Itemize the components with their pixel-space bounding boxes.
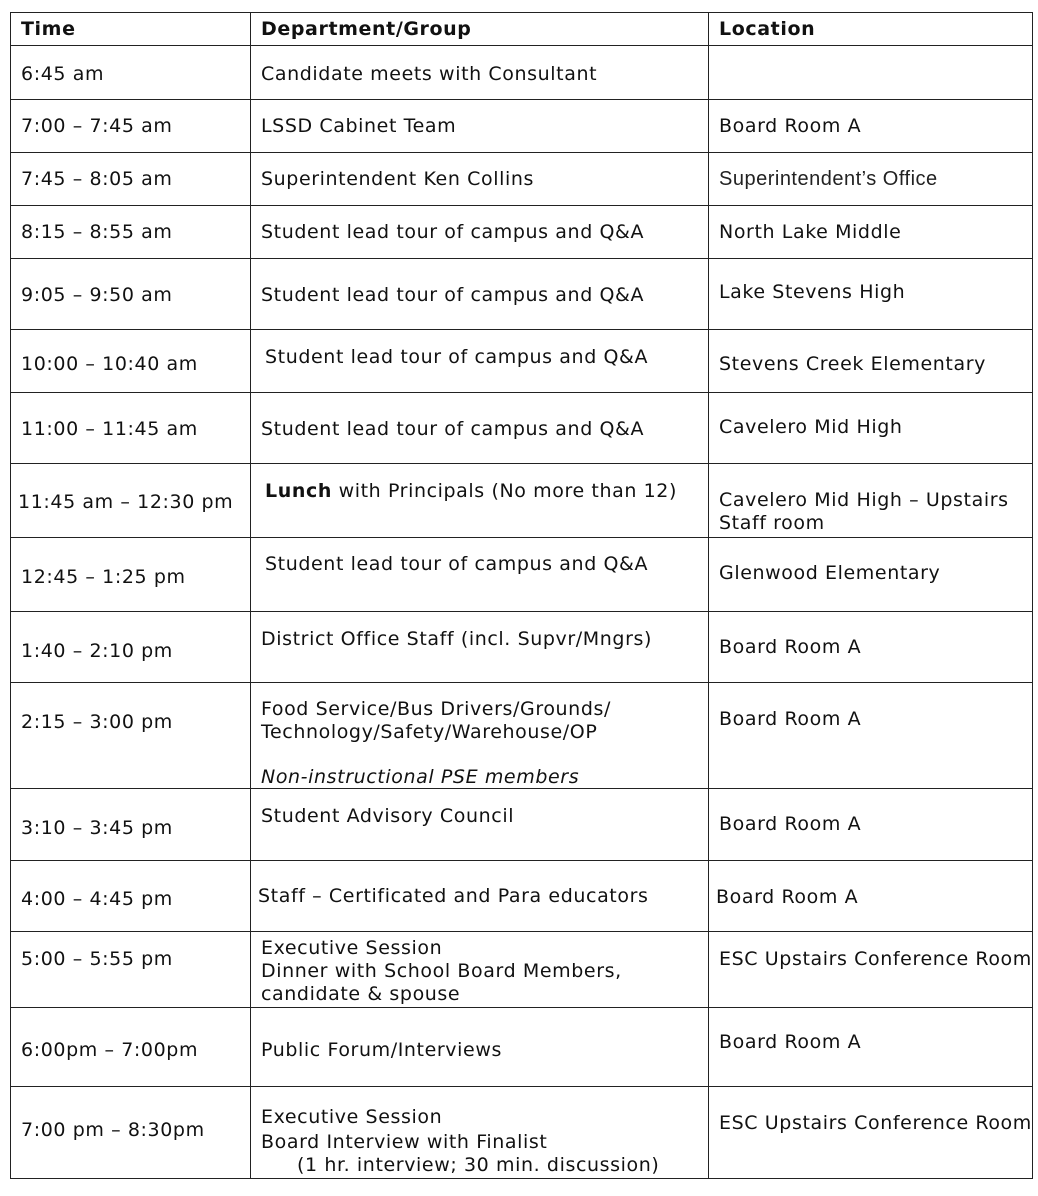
table-row (11, 100, 1033, 153)
time-cell: 4:00 – 4:45 pm (21, 888, 173, 910)
time-cell: 2:15 – 3:00 pm (21, 711, 173, 733)
location-cell: North Lake Middle (719, 221, 902, 243)
header-location-cell (709, 13, 1033, 46)
table-row (11, 153, 1033, 206)
time-cell: 11:00 – 11:45 am (21, 418, 198, 440)
time-cell: 5:00 – 5:55 pm (21, 948, 173, 970)
table-row (11, 683, 1033, 789)
table-row (11, 538, 1033, 612)
table-row (11, 330, 1033, 393)
location-cell: Board Room A (719, 708, 862, 730)
location-cell: ESC Upstairs Conference Room (719, 1112, 1032, 1134)
header-time-cell (11, 13, 251, 46)
location-cell: Superintendent’s Office (719, 168, 938, 190)
group-cell: Student lead tour of campus and Q&A (261, 418, 645, 440)
header-location: Location (719, 18, 816, 40)
location-cell: Board Room A (719, 813, 862, 835)
group-note: Non-instructional PSE members (261, 766, 580, 788)
group-line: Executive Session (261, 1106, 443, 1128)
group-spacer (261, 744, 611, 766)
schedule-table (10, 12, 1033, 1179)
group-line: Executive Session (261, 937, 443, 959)
time-cell: 3:10 – 3:45 pm (21, 817, 173, 839)
location-line: Cavelero Mid High – Upstairs (719, 489, 1009, 511)
group-cell: Student lead tour of campus and Q&A (261, 221, 645, 243)
location-cell: Board Room A (719, 1031, 862, 1053)
location-cell: Board Room A (719, 636, 862, 658)
table-row (11, 861, 1033, 932)
group-cell: Student lead tour of campus and Q&A (261, 284, 645, 306)
table-row (11, 393, 1033, 464)
group-cell (261, 698, 611, 789)
group-line: Board Interview with Finalist (261, 1131, 548, 1153)
time-cell: 7:00 pm – 8:30pm (21, 1119, 205, 1141)
group-cell: Superintendent Ken Collins (261, 168, 534, 190)
time-cell: 7:00 – 7:45 am (21, 115, 173, 137)
location-cell (719, 489, 1009, 535)
time-cell: 9:05 – 9:50 am (21, 284, 173, 306)
time-cell: 10:00 – 10:40 am (21, 353, 198, 375)
group-bold-label: Lunch (265, 480, 332, 502)
table-row (11, 46, 1033, 100)
table-row (11, 789, 1033, 861)
group-line: Dinner with School Board Members, (261, 960, 622, 982)
time-cell: 8:15 – 8:55 am (21, 221, 173, 243)
table-row (11, 612, 1033, 683)
time-cell: 6:00pm – 7:00pm (21, 1039, 199, 1061)
location-cell: Glenwood Elementary (719, 562, 941, 584)
location-cell: Cavelero Mid High (719, 416, 903, 438)
group-line: Food Service/Bus Drivers/Grounds/ (261, 698, 611, 720)
group-cell (261, 1106, 659, 1177)
group-cell: Staff – Certificated and Para educators (258, 885, 649, 907)
group-cell: Student lead tour of campus and Q&A (265, 346, 649, 368)
group-line: Technology/Safety/Warehouse/OP (261, 721, 598, 743)
group-cell: Student lead tour of campus and Q&A (265, 553, 649, 575)
group-cell: Public Forum/Interviews (261, 1039, 502, 1061)
time-cell: 7:45 – 8:05 am (21, 168, 173, 190)
table-row (11, 206, 1033, 259)
table-row (11, 259, 1033, 330)
group-cell: LSSD Cabinet Team (261, 115, 457, 137)
time-cell: 6:45 am (21, 63, 105, 85)
time-cell: 1:40 – 2:10 pm (21, 640, 173, 662)
table-row (11, 1087, 1033, 1179)
time-cell: 12:45 – 1:25 pm (21, 566, 186, 588)
group-cell: Student Advisory Council (261, 805, 515, 827)
group-label: with Principals (No more than 12) (331, 480, 677, 502)
group-cell (265, 480, 677, 503)
header-group: Department/Group (261, 18, 472, 40)
location-cell: Stevens Creek Elementary (719, 353, 986, 375)
group-cell: District Office Staff (incl. Supvr/Mngrs) (261, 628, 653, 650)
header-row (11, 13, 1033, 46)
location-cell: Lake Stevens High (719, 281, 906, 303)
group-line: (1 hr. interview; 30 min. discussion) (297, 1154, 660, 1176)
header-group-cell (251, 13, 709, 46)
location-cell: ESC Upstairs Conference Room (719, 948, 1032, 970)
table-row (11, 932, 1033, 1008)
location-line: Staff room (719, 512, 825, 534)
table-row (11, 1008, 1033, 1087)
group-cell: Candidate meets with Consultant (261, 63, 598, 85)
group-line: candidate & spouse (261, 983, 461, 1005)
header-time: Time (21, 18, 76, 40)
location-cell: Board Room A (716, 886, 859, 908)
time-cell: 11:45 am – 12:30 pm (18, 491, 234, 513)
table-row (11, 464, 1033, 538)
location-cell: Board Room A (719, 115, 862, 137)
group-cell (261, 937, 622, 1006)
